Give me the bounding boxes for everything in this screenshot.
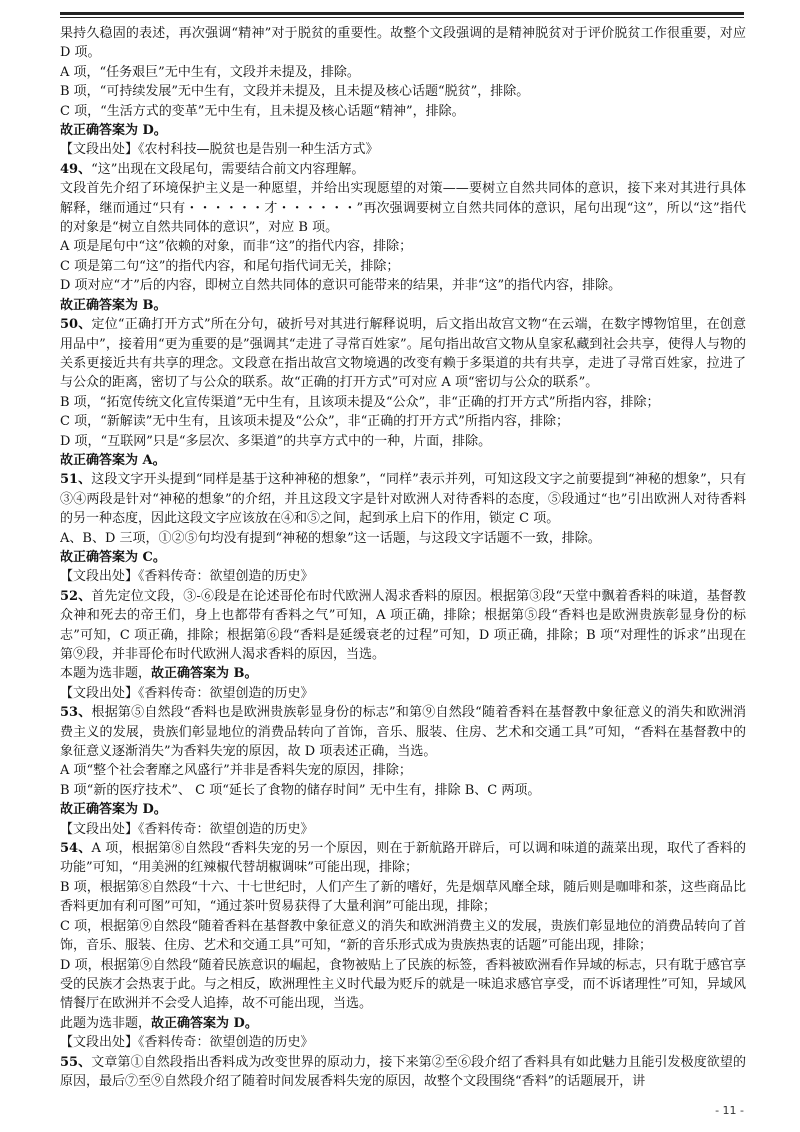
paragraph [60, 315, 746, 393]
paragraph-text: C 项，“新解读”无中生有，且该项未提及“公众”，非“正确的打开方式”所指内容，排除； [60, 414, 569, 430]
paragraph [60, 257, 746, 276]
paragraph [60, 878, 746, 917]
paragraph [60, 470, 746, 528]
paragraph-text: D 项对应“才”后的内容，即树立自然共同体的意识可能带来的结果，并非“这”的指代内容，排除。 [60, 278, 622, 294]
paragraph-text: C 项，“生活方式的变革”无中生有，且未提及核心话题“精神”，排除。 [60, 103, 465, 119]
paragraph-text: A 项“整个社会奢靡之风盛行”并非是香料失宠的原因，排除； [60, 763, 412, 779]
paragraph [60, 664, 746, 683]
paragraph-text: 这段文字开头提到“同样是基于这种神秘的想象”，“同样”表示并列，可知这段文字之前要提到“神秘的想象”，只有③④两段是针对“神秘的想象”的介绍，并且这段文字是针对欧洲人对待香料的态度，⑤段通过“也”引出欧洲人对待香料的另一种态度，因此这段文字应该放在④和⑤之间，起到承上启下的作用，锁定 C 项。 [60, 472, 746, 527]
header-rule-thin [60, 17, 744, 18]
paragraph [60, 237, 746, 256]
paragraph [60, 179, 746, 237]
paragraph-text: 根据第⑤自然段“香料也是欧洲贵族彰显身份的标志”和第⑨自然段“随着香料在基督教中象征意义的消失和欧洲消费主义的发展，贵族们彰显地位的消费品转向了首饰，音乐、服装、住房、艺术和交通工具”可知，“香料在基督教中的象征意义逐渐消失”为香料失宠的原因，故 D 项表述正确，当选。 [60, 705, 746, 760]
paragraph-text: 故正确答案为 A。 [60, 452, 166, 468]
paragraph [60, 432, 746, 451]
question-number: 55、 [60, 1054, 92, 1070]
paragraph [60, 63, 746, 82]
paragraph-text: 【文段出处】《农村科技—脱贫也是告别一种生活方式》 [60, 142, 379, 158]
paragraph-text: A 项是尾句中“这”依赖的对象，而非“这”的指代内容，排除； [60, 239, 413, 255]
paragraph [60, 24, 746, 63]
question-number: 53、 [60, 705, 92, 721]
document-body [60, 24, 746, 1100]
paragraph [60, 839, 746, 878]
question-number: 52、 [60, 588, 92, 604]
answer-text: 故正确答案为 D。 [151, 1015, 258, 1031]
paragraph-text: B 项，“拓宽传统文化宣传渠道”无中生有，且该项未提及“公众”，非“正确的打开方式”所指内容，排除； [60, 394, 660, 410]
paragraph-text: 故正确答案为 D。 [60, 123, 167, 139]
paragraph [60, 276, 746, 295]
paragraph [60, 393, 746, 412]
paragraph-text: C 项，根据第⑨自然段“随着香料在基督教中象征意义的消失和欧洲消费主义的发展，贵族们彰显地位的消费品转向了首饰，音乐、服装、住房、艺术和交通工具”可知，“新的音乐形式成为贵族热衷的话题”可能出现，排除； [60, 918, 746, 954]
paragraph [60, 121, 746, 140]
paragraph [60, 140, 746, 159]
paragraph-text: D 项，根据第⑨自然段“随着民族意识的崛起，食物被贴上了民族的标签，香料被欧洲看作异域的标志，只有耽于感官享受的民族才会热衷于此。与之相反，欧洲理性主义时代最为贬斥的就是一味追求感官享受，而不诉诸理性”可知，异域风情餐厅在欧洲并不会受人追捧，故不可能出现，当选。 [60, 957, 746, 1012]
paragraph [60, 412, 746, 431]
paragraph [60, 1053, 746, 1092]
paragraph [60, 917, 746, 956]
paragraph-text: D 项，“互联网”只是“多层次、多渠道”的共享方式中的一种，片面，排除。 [60, 433, 492, 449]
paragraph [60, 1014, 746, 1033]
paragraph-text: A 项，“任务艰巨”无中生有，文段并未提及，排除。 [60, 64, 360, 80]
paragraph-text: 此题为选非题， [60, 1015, 152, 1031]
paragraph-text: 故正确答案为 D。 [60, 802, 167, 818]
paragraph [60, 800, 746, 819]
question-number: 49、 [60, 161, 92, 177]
paragraph-text: 故正确答案为 C。 [60, 549, 166, 565]
paragraph [60, 684, 746, 703]
paragraph-text: B 项“新的医疗技术”、 C 项“延长了食物的储存时间” 无中生有，排除 B、C 两项。 [60, 782, 541, 798]
paragraph [60, 102, 746, 121]
paragraph-text: 本题为选非题， [60, 666, 152, 682]
paragraph [60, 160, 746, 179]
paragraph-text: 【文段出处】《香料传奇：欲望创造的历史》 [60, 685, 314, 701]
paragraph [60, 703, 746, 761]
question-number: 50、 [60, 317, 92, 333]
answer-text: 故正确答案为 B。 [151, 666, 258, 682]
paragraph [60, 529, 746, 548]
paragraph [60, 548, 746, 567]
paragraph-text: “这”出现在文段尾句，需要结合前文内容理解。 [91, 161, 365, 177]
paragraph-text: 文章第①自然段指出香料成为改变世界的原动力，接下来第②至⑥段介绍了香料具有如此魅力且能引发极度欲望的原因，最后⑦至⑨自然段介绍了随着时间发展香料失宠的原因，故整个文段围绕“香料”的话题展开，讲 [60, 1054, 746, 1089]
paragraph-text: A 项，根据第⑧自然段“香料失宠的另一个原因，则在于新航路开辟后，可以调和味道的蔬菜出现，取代了香料的功能”可知，“用美洲的红辣椒代替胡椒调味”可能出现，排除； [60, 841, 746, 876]
paragraph-text: A、B、D 三项，①②⑤句均没有提到“神秘的想象”这一话题，与这段文字话题不一致，排除。 [60, 530, 601, 546]
paragraph-text: B 项，“可持续发展”无中生有，文段并未提及，且未提及核心话题“脱贫”，排除。 [60, 84, 530, 100]
paragraph-text: 果持久稳固的表述，再次强调“精神”对于脱贫的重要性。故整个文段强调的是精神脱贫对于评价脱贫工作很重要，对应 D 项。 [60, 26, 746, 61]
paragraph-text: B 项，根据第⑧自然段“十六、十七世纪时，人们产生了新的嗜好，先是烟草风靡全球，随后则是咖啡和茶，这些商品比香料更加有利可图”可知，“通过茶叶贸易获得了大量利润”可能出现，排除； [60, 879, 746, 915]
paragraph-text: 定位“正确打开方式”所在分句，破折号对其进行解释说明，后文指出故宫文物“在云端，在数字博物馆里，在创意用品中”，接着用“更为重要的是”强调其“走进了寻常百姓家”。尾句指出故宫文物从皇家私藏到社会共享，使得人与物的关系更接近共有共享的理念。文段意在指出故宫文物境遇的改变有赖于多渠道的共有共享，走进了寻常百姓家，拉进了与公众的距离，密切了与公众的联系。故“正确的打开方式”可对应 A 项“密切与公众的联系”。 [60, 317, 746, 391]
header-rule [60, 12, 744, 15]
question-number: 54、 [60, 841, 92, 857]
paragraph-text: 【文段出处】《香料传奇：欲望创造的历史》 [60, 1035, 314, 1051]
paragraph [60, 82, 746, 101]
paragraph [60, 296, 746, 315]
paragraph [60, 781, 746, 800]
paragraph [60, 451, 746, 470]
paragraph-text: 【文段出处】《香料传奇：欲望创造的历史》 [60, 821, 314, 837]
paragraph [60, 587, 746, 665]
paragraph [60, 1033, 746, 1052]
paragraph [60, 567, 746, 586]
paragraph [60, 820, 746, 839]
paragraph-text: 文段首先介绍了环境保护主义是一种愿望，并给出实现愿望的对策——要树立自然共同体的意识，接下来对其进行具体解释，继而通过“只有・・・・・・才・・・・・・”再次强调要树立自然共同体的意识，尾句出现“这”，所以“这”指代的对象是“树立自然共同体的意识”，对应 B 项。 [60, 181, 746, 236]
paragraph-text: C 项是第二句“这”的指代内容，和尾句指代词无关，排除； [60, 258, 400, 274]
page-number: - 11 - [715, 1104, 744, 1117]
paragraph [60, 956, 746, 1014]
paragraph-text: 【文段出处】《香料传奇：欲望创造的历史》 [60, 569, 314, 585]
paragraph-text: 首先定位文段，③-⑥段是在论述哥伦布时代欧洲人渴求香料的原因。根据第③段“天堂中飘着香料的味道，基督教众神和死去的帝王们，身上也都带有香料之气”可知，A 项正确，排除；根据第⑤段“香料也是欧洲贵族彰显身份的标志”可知，C 项正确，排除；根据第⑥段“香料是延缓衰老的过程”可知，D 项正确，排除；B 项“对理性的诉求”出现在第⑨段，并非哥伦布时代欧洲人渴求香料的原因，当选。 [60, 588, 746, 662]
question-number: 51、 [60, 472, 92, 488]
paragraph-text: 故正确答案为 B。 [60, 297, 167, 313]
paragraph [60, 761, 746, 780]
